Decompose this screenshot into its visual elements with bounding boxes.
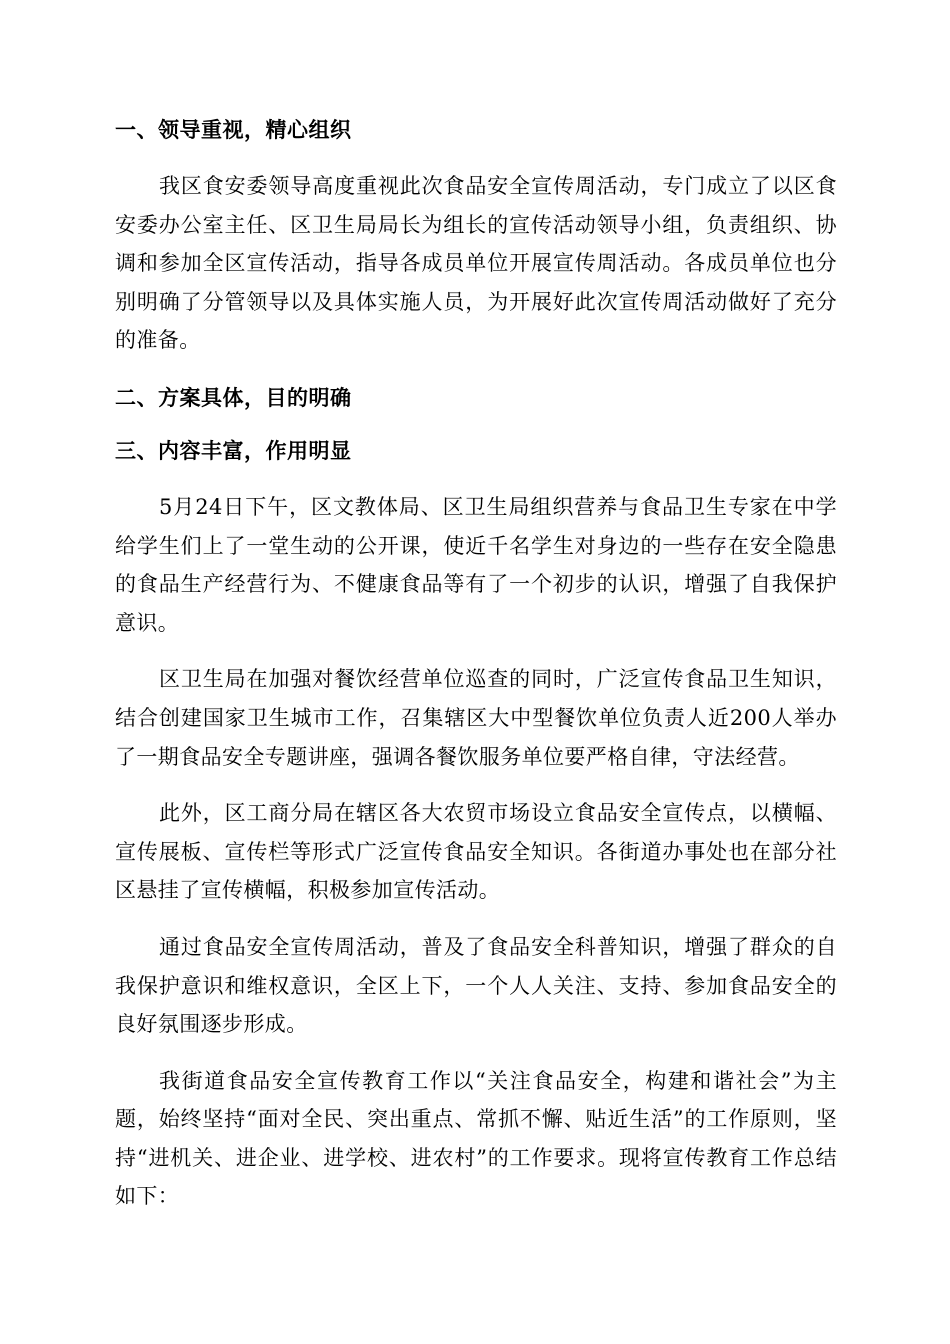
paragraph-public-lecture: 5月24日下午，区文教体局、区卫生局组织营养与食品卫生专家在中学给学生们上了一堂生动的公开课，使近千名学生对身边的一些存在安全隐患的食品生产经营行为、不健康食品等有了一个初步的认识，增强了自我保护意识。	[115, 494, 837, 635]
section-heading-leadership: 一、领导重视，精心组织	[115, 118, 352, 142]
paragraph-outcome: 通过食品安全宣传周活动，普及了食品安全科普知识，增强了群众的自我保护意识和维权意识，全区上下，一个人人关注、支持、参加食品安全的良好氛围逐步形成。	[115, 934, 837, 1037]
section-heading-content: 三、内容丰富，作用明显	[115, 438, 352, 463]
paragraph-health-bureau: 区卫生局在加强对餐饮经营单位巡查的同时，广泛宣传食品卫生知识，结合创建国家卫生城市工作，召集辖区大中型餐饮单位负责人近200人举办了一期食品安全专题讲座，强调各餐饮服务单位要严格自律，守法经营。	[115, 667, 837, 769]
paragraph-commerce-bureau: 此外，区工商分局在辖区各大农贸市场设立食品安全宣传点，以横幅、宣传展板、宣传栏等形式广泛宣传食品安全知识。各街道办事处也在部分社区悬挂了宣传横幅，积极参加宣传活动。	[115, 801, 837, 903]
document-body	[115, 111, 837, 1216]
section-heading-plan: 二、方案具体，目的明确	[115, 385, 352, 410]
paragraph-street-summary: 我街道食品安全宣传教育工作以“关注食品安全，构建和谐社会”为主题，始终坚持“面对全民、突出重点、常抓不懈、贴近生活”的工作原则，坚持“进机关、进企业、进学校、进农村”的工作要求。现将宣传教育工作总结如下：	[115, 1068, 837, 1209]
paragraph-leadership-group: 我区食安委领导高度重视此次食品安全宣传周活动，专门成立了以区食安委办公室主任、区卫生局局长为组长的宣传活动领导小组，负责组织、协调和参加全区宣传活动，指导各成员单位开展宣传周活动。各成员单位也分别明确了分管领导以及具体实施人员，为开展好此次宣传周活动做好了充分的准备。	[115, 174, 837, 353]
